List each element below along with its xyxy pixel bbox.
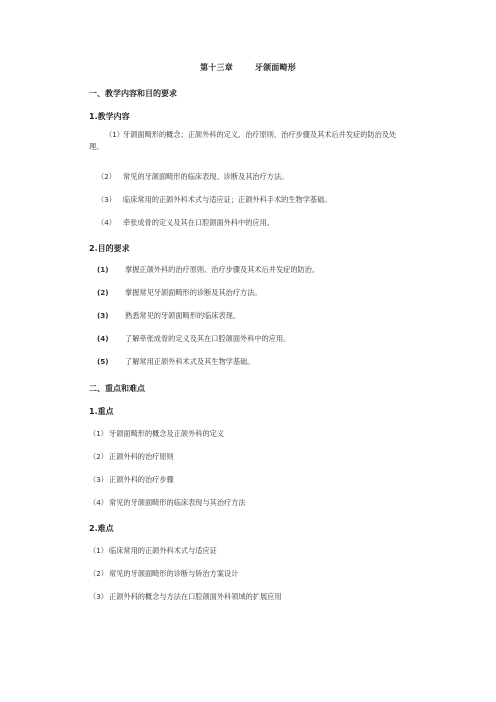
item-text: 常见的牙颌面畸形的临床表现与其治疗方法 — [109, 498, 246, 507]
section-heading-teaching: 一、教学内容和目的要求 — [89, 89, 177, 98]
item-number: （3） — [89, 475, 108, 484]
item-text: 常见的牙颌面畸形的诊断与矫治方案设计 — [109, 569, 239, 578]
subheading-teaching-content: 1.教学内容 — [89, 112, 130, 121]
list-item — [89, 568, 419, 580]
chapter-name: 牙颌面畸形 — [254, 63, 296, 72]
chapter-title — [0, 62, 496, 73]
item-text: 正颌外科的治疗原则 — [109, 452, 174, 461]
item-number: (5) — [97, 357, 109, 366]
item-number: （1） — [105, 130, 124, 139]
item-number: (1) — [97, 265, 109, 274]
list-item — [89, 497, 419, 509]
subheading-objectives: 2.目的要求 — [89, 244, 130, 253]
list-item — [89, 545, 419, 557]
list-item — [89, 129, 409, 152]
list-item — [89, 451, 419, 463]
list-item — [97, 310, 417, 322]
item-text: 掌握常见牙颌面畸形的诊断及其治疗方法。 — [125, 288, 262, 297]
list-item — [89, 474, 419, 486]
list-item — [97, 287, 417, 299]
item-number: (2) — [97, 288, 109, 297]
item-text: 临床常用的正颌外科术式与适应证 — [109, 546, 217, 555]
item-number: （2） — [97, 172, 116, 181]
item-text: 了解常用正颌外科术式及其生物学基础。 — [125, 357, 255, 366]
list-item — [89, 591, 419, 603]
list-item — [97, 264, 417, 276]
list-item — [97, 356, 417, 368]
item-number: （3） — [89, 592, 108, 601]
list-item — [97, 217, 417, 229]
item-number: （4） — [97, 218, 116, 227]
item-text: 掌握正颌外科的治疗原则、治疗步骤及其术后并发症的防治。 — [125, 265, 320, 274]
item-number: （4） — [89, 498, 108, 507]
item-text: 正颌外科的治疗步骤 — [109, 475, 174, 484]
section-heading-key-points: 二、重点和难点 — [89, 384, 145, 393]
subheading-difficulties: 2.难点 — [89, 524, 114, 533]
item-text: 熟悉常见的牙颌面畸形的临床表现。 — [125, 311, 241, 320]
item-number: （2） — [89, 569, 108, 578]
item-number: （3） — [97, 195, 116, 204]
item-text: 牙颌面畸形的概念；正颌外科的定义、治疗原则、治疗步骤及其术后并发症的防治及处理。 — [89, 130, 397, 151]
list-item — [97, 171, 417, 183]
chapter-number: 第十三章 — [200, 63, 233, 72]
item-text: 牙颌面畸形的概念及正颌外科的定义 — [109, 429, 225, 438]
list-item — [89, 428, 419, 440]
item-number: （2） — [89, 452, 108, 461]
item-number: （1） — [89, 546, 108, 555]
item-text: 临床常用的正颌外科术式与适应证；正颌外科手术的生物学基础。 — [123, 195, 332, 204]
list-item — [97, 194, 417, 206]
list-item — [97, 333, 417, 345]
item-text: 牵张成骨的定义及其在口腔颌面外科中的应用。 — [123, 218, 274, 227]
subheading-key-points: 1.重点 — [89, 407, 114, 416]
item-text: 正颌外科的概念与方法在口腔颌面外科领域的扩展应用 — [109, 592, 282, 601]
item-number: (3) — [97, 311, 109, 320]
item-text: 了解牵张成骨的定义及其在口腔颌面外科中的应用。 — [125, 334, 291, 343]
item-number: (4) — [97, 334, 109, 343]
item-number: （1） — [89, 429, 108, 438]
item-text: 常见的牙颌面畸形的临床表现、诊断及其治疗方法。 — [123, 172, 289, 181]
